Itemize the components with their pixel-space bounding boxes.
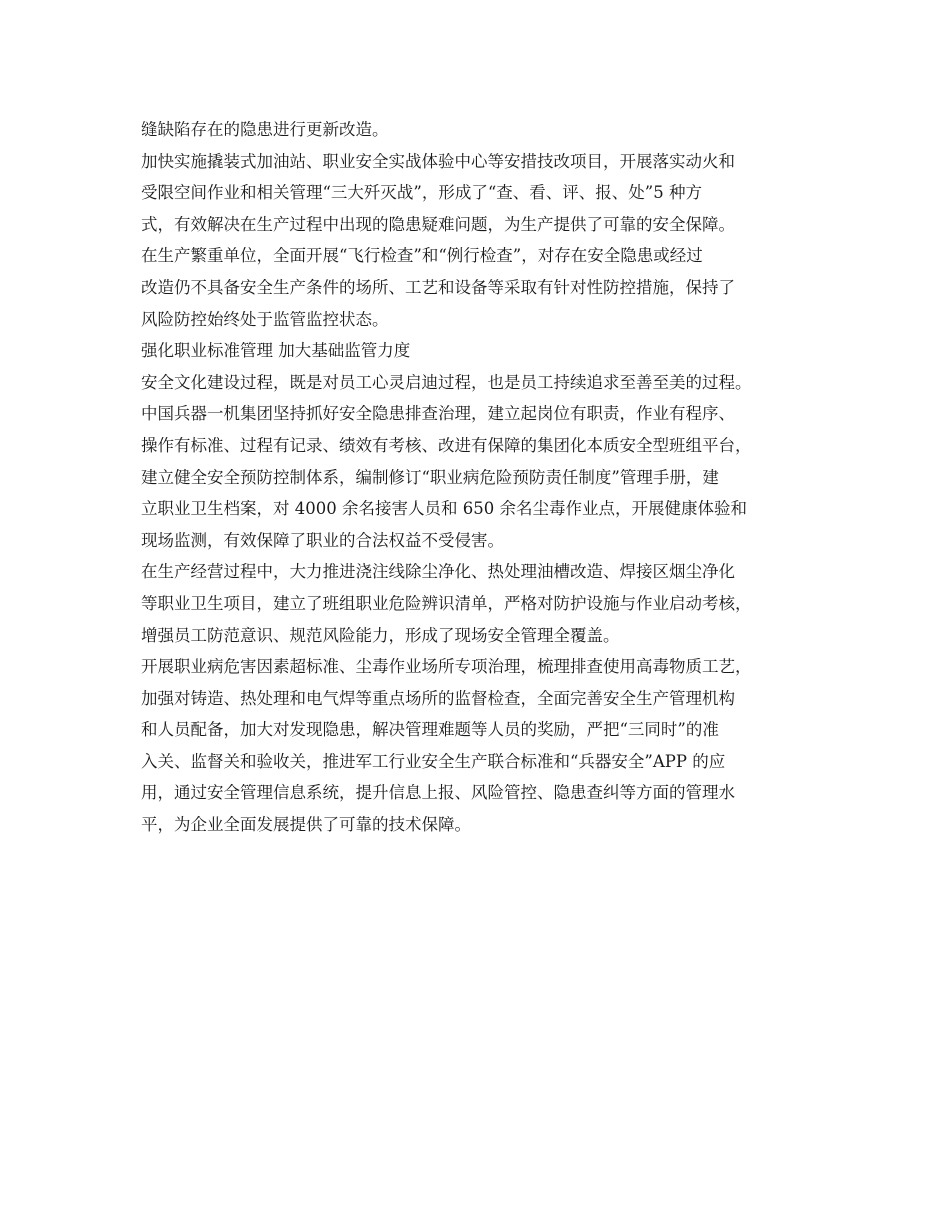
text-line: 建立健全安全预防控制体系，编制修订“职业病危险预防责任制度”管理手册，建 [141,467,719,487]
text-line: 等职业卫生项目，建立了班组职业危险辨识清单，严格对防护设施与作业启动考核， [141,593,752,613]
section-heading: 强化职业标准管理 加大基础监管力度 [141,341,411,361]
text-line: 安全文化建设过程，既是对员工心灵启迪过程，也是员工持续追求至善至美的过程。 [141,372,752,392]
text-line: 立职业卫生档案，对 4000 余名接害人员和 650 余名尘毒作业点，开展健康体验和 [141,499,747,519]
text-line: 增强员工防范意识、规范风险能力，形成了现场安全管理全覆盖。 [141,625,620,645]
text-line: 式，有效解决在生产过程中出现的隐患疑难问题，为生产提供了可靠的安全保障。 [141,214,735,234]
text-line: 缝缺陷存在的隐患进行更新改造。 [141,120,389,139]
text-line: 用，通过安全管理信息系统，提升信息上报、风险管控、隐患查纠等方面的管理水 [141,783,735,803]
text-line: 平，为企业全面发展提供了可靠的技术保障。 [141,815,471,835]
text-line: 受限空间作业和相关管理“三大歼灭战”，形成了“查、看、评、报、处”5 种方 [141,183,702,203]
text-line: 在生产经营过程中，大力推进浇注线除尘净化、热处理油槽改造、焊接区烟尘净化 [141,562,735,582]
text-line: 操作有标准、过程有记录、绩效有考核、改进有保障的集团化本质安全型班组平台， [141,435,752,455]
text-line: 改造仍不具备安全生产条件的场所、工艺和设备等采取有针对性防控措施，保持了 [141,277,735,297]
text-line: 加快实施撬装式加油站、职业安全实战体验中心等安措技改项目，开展落实动火和 [141,151,735,171]
text-line: 中国兵器一机集团坚持抓好安全隐患排查治理，建立起岗位有职责，作业有程序、 [141,404,735,424]
text-line: 在生产繁重单位，全面开展“飞行检查”和“例行检查”，对存在安全隐患或经过 [141,246,703,266]
text-line: 和人员配备，加大对发现隐患，解决管理难题等人员的奖励，严把“三同时”的准 [141,720,719,740]
text-line: 加强对铸造、热处理和电气焊等重点场所的监督检查，全面完善安全生产管理机构 [141,688,735,708]
text-line: 风险防控始终处于监管监控状态。 [141,309,389,329]
text-line: 开展职业病危害因素超标准、尘毒作业场所专项治理，梳理排查使用高毒物质工艺， [141,657,752,677]
document-body [141,114,841,841]
text-line: 现场监测，有效保障了职业的合法权益不受侵害。 [141,530,504,550]
text-line: 入关、监督关和验收关，推进军工行业安全生产联合标准和“兵器安全”APP 的应 [141,751,726,771]
